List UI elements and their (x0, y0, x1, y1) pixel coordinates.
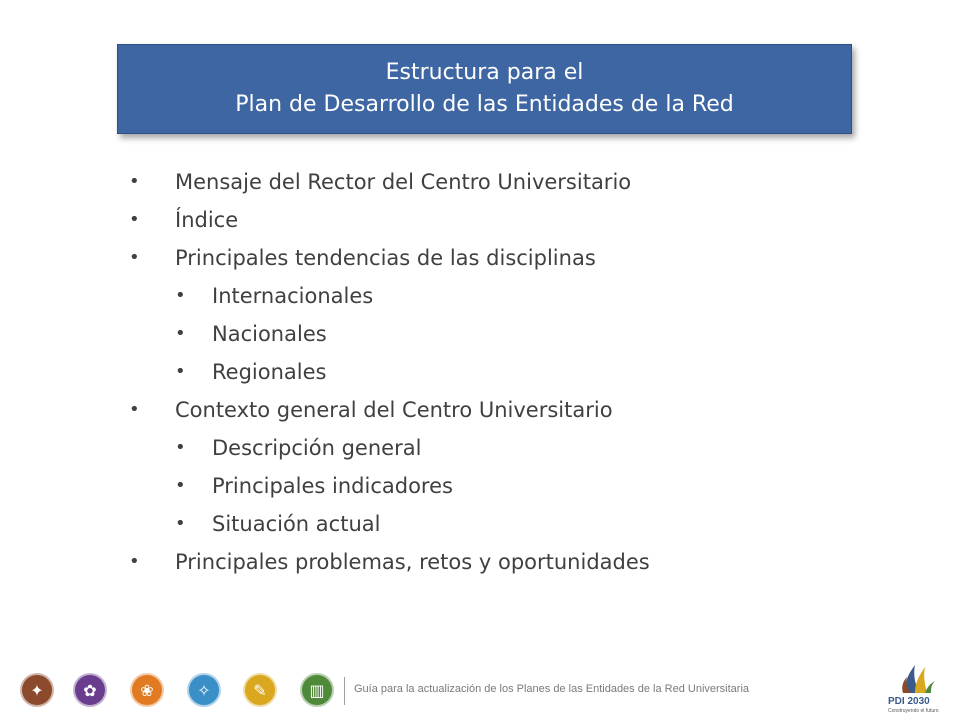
footer-caption: Guía para la actualización de los Planes de las Entidades de la Red Universitaria (354, 683, 750, 695)
slide-title-line1: Estructura para el (385, 60, 584, 85)
bullet-dot: • (175, 475, 186, 496)
bullet-text: Índice (175, 208, 239, 232)
sub-bullet-item (175, 353, 327, 391)
bullet-dot: • (129, 209, 140, 230)
bullet-item (129, 543, 650, 581)
emblem-brown-icon: ✦ (20, 673, 54, 707)
bullet-text: Descripción general (212, 436, 422, 460)
bullet-item (129, 239, 596, 277)
bullet-dot: • (175, 285, 186, 306)
sub-bullet-item (175, 277, 374, 315)
bullet-text: Principales tendencias de las disciplinas (175, 246, 596, 270)
bullet-text: Principales indicadores (212, 474, 453, 498)
footer-divider (344, 677, 345, 705)
bullet-text: Contexto general del Centro Universitario (175, 398, 613, 422)
bullet-dot: • (175, 323, 186, 344)
sub-bullet-item (175, 315, 327, 353)
emblem-gold-icon: ✎ (243, 673, 277, 707)
bullet-text: Mensaje del Rector del Centro Universitario (175, 170, 632, 194)
bullet-dot: • (129, 247, 140, 268)
bullet-dot: • (129, 551, 140, 572)
bullet-dot: • (129, 399, 140, 420)
bullet-text: Internacionales (212, 284, 374, 308)
sub-bullet-item (175, 429, 422, 467)
bullet-dot: • (129, 171, 140, 192)
bullet-text: Nacionales (212, 322, 327, 346)
bullet-dot: • (175, 361, 186, 382)
bullet-text: Regionales (212, 360, 327, 384)
sub-bullet-item (175, 467, 453, 505)
bullet-item (129, 163, 632, 201)
emblem-blue-icon: ✧ (187, 673, 221, 707)
footer-bar (0, 655, 960, 720)
emblem-orange-icon: ❀ (130, 673, 164, 707)
slide-title-line2: Plan de Desarrollo de las Entidades de la Red (235, 92, 734, 117)
bullet-item (129, 391, 613, 429)
bullet-item (129, 201, 239, 239)
emblem-purple-icon: ✿ (73, 673, 107, 707)
slide-title-box (117, 44, 852, 134)
sub-bullet-item (175, 505, 381, 543)
emblem-green-icon: ▥ (300, 673, 334, 707)
bullet-text: Principales problemas, retos y oportunidades (175, 550, 650, 574)
bullet-text: Situación actual (212, 512, 381, 536)
pdi-subtitle: Construyendo el futuro (888, 708, 939, 714)
bullet-dot: • (175, 513, 186, 534)
pdi-label: PDI 2030 (888, 696, 930, 707)
bullet-dot: • (175, 437, 186, 458)
